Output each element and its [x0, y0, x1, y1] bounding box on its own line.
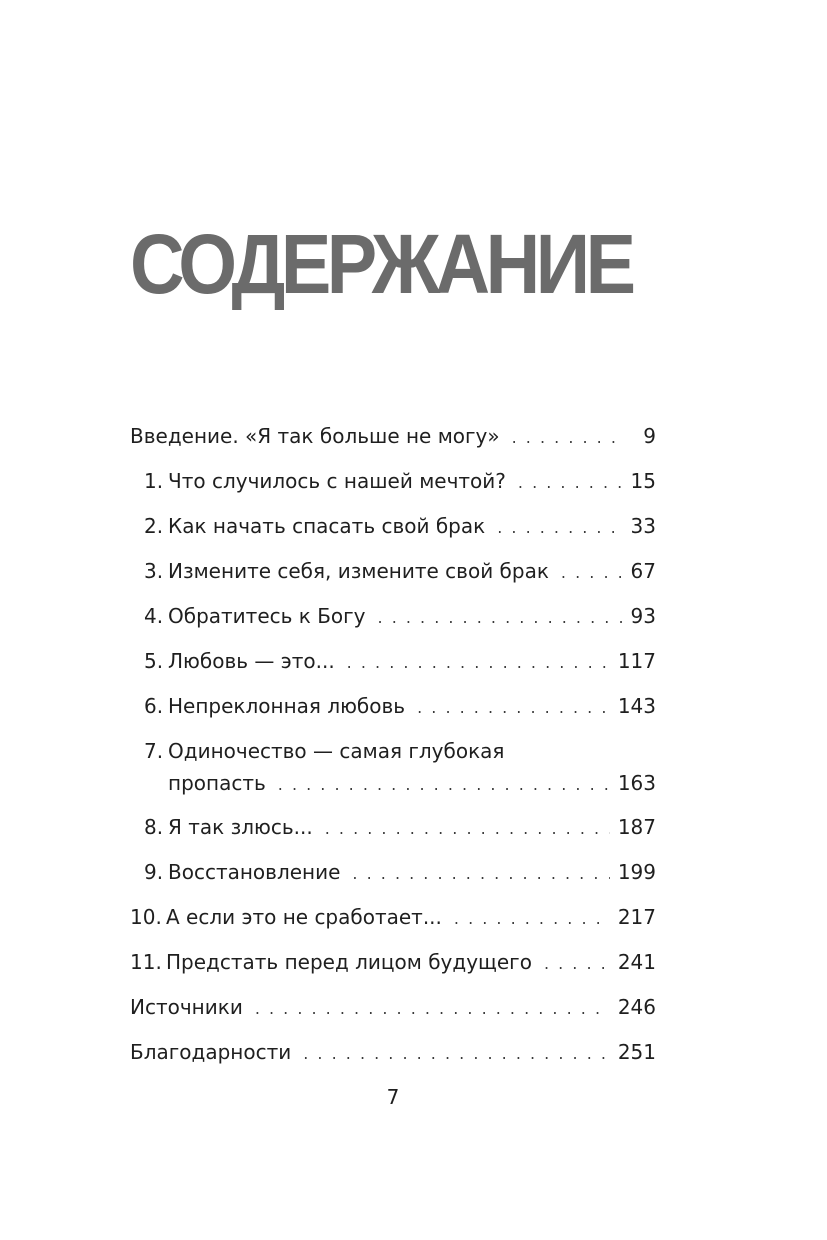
toc-entry-page: 199 — [617, 860, 656, 884]
toc-entry-number: 3. — [144, 559, 164, 583]
dot-leader — [378, 602, 623, 634]
toc-entry-label: Я так злюсь... — [168, 815, 313, 839]
toc-entry-number: 2. — [144, 514, 164, 538]
toc-entry-chapter-10[interactable] — [130, 901, 656, 935]
toc-entry-page: 117 — [617, 649, 656, 673]
toc-entry-label: Обратитесь к Богу — [168, 604, 366, 628]
toc-entry-label: Что случилось с нашей мечтой? — [168, 469, 506, 493]
toc-entry-label: Любовь — это... — [168, 649, 335, 673]
dot-leader — [497, 512, 622, 544]
toc-entry-page: 246 — [617, 995, 656, 1019]
toc-entry-page: 251 — [617, 1040, 656, 1064]
toc-entry-number: 11. — [130, 950, 162, 974]
toc-entry-number: 9. — [144, 860, 164, 884]
toc-entry-page: 15 — [630, 469, 656, 493]
dot-leader — [352, 858, 609, 890]
toc-entry-chapter-7[interactable] — [130, 735, 656, 801]
toc-entry-chapter-2[interactable] — [130, 510, 656, 544]
toc-entry-label: А если это не сработает... — [166, 905, 442, 929]
toc-entry-chapter-9[interactable] — [130, 856, 656, 890]
toc-entry-page: 93 — [630, 604, 656, 628]
dot-leader — [325, 813, 610, 845]
toc-entry-number: 5. — [144, 649, 164, 673]
toc-entry-chapter-11[interactable] — [130, 946, 656, 980]
toc-entry-chapter-3[interactable] — [130, 555, 656, 589]
page-title: СОДЕРЖАНИЕ — [130, 217, 632, 311]
toc-entry-label: Непреклонная любовь — [168, 694, 406, 718]
toc-entry-page: 187 — [617, 815, 656, 839]
toc-entry-intro[interactable] — [130, 420, 656, 454]
toc-entry-number: 7. — [144, 739, 164, 763]
toc-entry-page: 33 — [630, 514, 656, 538]
toc-entry-page: 67 — [630, 559, 656, 583]
toc-entry-chapter-6[interactable] — [130, 690, 656, 724]
toc-entry-sources[interactable] — [130, 991, 656, 1025]
toc-entry-label: Измените себя, измените свой брак — [168, 559, 549, 583]
toc-entry-label: Как начать спасать свой брак — [168, 514, 486, 538]
dot-leader — [278, 769, 610, 801]
page-number: 7 — [386, 1085, 400, 1109]
toc-entry-page: 217 — [617, 905, 656, 929]
toc-entry-label: Благодарности — [130, 1040, 292, 1064]
toc-entry-label: Введение. «Я так больше не могу» — [130, 424, 500, 448]
table-of-contents — [130, 420, 656, 1070]
dot-leader — [561, 557, 623, 589]
toc-entry-acknowledgments[interactable] — [130, 1036, 656, 1070]
toc-entry-page: 143 — [617, 694, 656, 718]
toc-entry-number: 1. — [144, 469, 164, 493]
toc-entry-page: 9 — [643, 424, 656, 448]
toc-entry-label: Одиночество — самая глубокая — [168, 739, 505, 763]
dot-leader — [518, 467, 623, 499]
toc-entry-label: Источники — [130, 995, 243, 1019]
toc-entry-number: 10. — [130, 905, 162, 929]
dot-leader — [544, 948, 610, 980]
toc-entry-number: 8. — [144, 815, 164, 839]
dot-leader — [255, 993, 610, 1025]
toc-entry-chapter-1[interactable] — [130, 465, 656, 499]
toc-entry-label: Восстановление — [168, 860, 341, 884]
toc-entry-label: Предстать перед лицом будущего — [166, 950, 532, 974]
toc-entry-chapter-8[interactable] — [130, 811, 656, 845]
dot-leader — [454, 903, 610, 935]
toc-entry-label-continuation: пропасть — [168, 771, 266, 795]
dot-leader — [512, 422, 626, 454]
dot-leader — [417, 692, 610, 724]
toc-entry-chapter-4[interactable] — [130, 600, 656, 634]
toc-entry-number: 4. — [144, 604, 164, 628]
toc-entry-chapter-5[interactable] — [130, 645, 656, 679]
dot-leader — [303, 1038, 610, 1070]
dot-leader — [347, 647, 610, 679]
toc-entry-number: 6. — [144, 694, 164, 718]
toc-entry-page: 241 — [617, 950, 656, 974]
toc-entry-page: 163 — [617, 771, 656, 795]
